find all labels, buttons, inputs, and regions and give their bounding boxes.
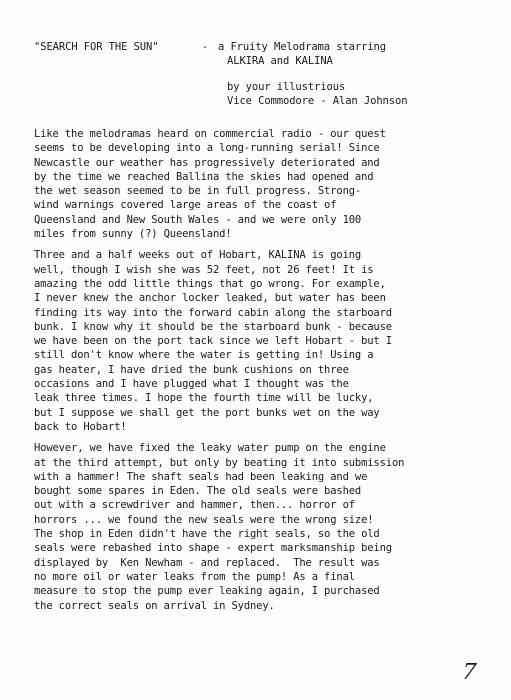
text-line: well, though I wish she was 52 feet, not 26 feet! It is <box>34 263 374 276</box>
paragraph-1 <box>34 127 494 241</box>
text-line: Three and a half weeks out of Hobart, KALINA is going <box>34 249 362 262</box>
text-line: leak three times. I hope the fourth time will be lucky, <box>34 392 374 405</box>
text-line: gas heater, I have dried the bunk cushions on three <box>34 363 349 376</box>
text-line: at the third attempt, but only by beating it into submission <box>34 456 405 469</box>
text-line: bunk. I know why it should be the starboard bunk - because <box>34 320 392 333</box>
paragraph-3 <box>34 441 494 613</box>
text-line: However, we have fixed the leaky water pump on the engine <box>34 442 386 455</box>
text-line: wind warnings covered large areas of the coast of <box>34 199 337 212</box>
byline-line1: by your illustrious <box>227 81 346 93</box>
text-line: we have been on the port tack since we left Hobart - but I <box>34 335 392 348</box>
text-line: Newcastle our weather has progressively deteriorated and <box>34 156 380 169</box>
text-line: measure to stop the pump ever leaking again, I purchased <box>34 585 380 598</box>
text-line: no more oil or water leaks from the pump! As a final <box>34 570 355 583</box>
byline-author: Vice Commodore - Alan Johnson <box>227 95 408 107</box>
text-line: still don't know where the water is getting in! Using a <box>34 349 374 362</box>
text-line: I never knew the anchor locker leaked, but water has been <box>34 292 386 305</box>
article-header <box>34 40 494 108</box>
text-line: miles from sunny (?) Queensland! <box>34 228 232 241</box>
text-line: horrors ... we found the new seals were the wrong size! <box>34 513 374 526</box>
text-line: displayed by Ken Newham - and replaced. The result was <box>34 556 380 569</box>
paragraph-2 <box>34 248 494 434</box>
text-line: the wet season seemed to be in full progress. Strong- <box>34 185 362 198</box>
text-line: seals were rebashed into shape - expert marksmanship being <box>34 542 392 555</box>
text-line: finding its way into the forward cabin along the starboard <box>34 306 392 319</box>
title-dash: - <box>201 41 209 53</box>
article-subtitle-line1: a Fruity Melodrama starring <box>218 41 386 53</box>
text-line: seems to be developing into a long-running serial! Since <box>34 142 380 155</box>
text-line: Queensland and New South Wales - and we were only 100 <box>34 213 362 226</box>
article-title: "SEARCH FOR THE SUN" <box>34 41 159 53</box>
text-line: the correct seals on arrival in Sydney. <box>34 599 275 612</box>
text-line: with a hammer! The shaft seals had been leaking and we <box>34 470 368 483</box>
article-body <box>34 127 494 620</box>
text-line: amazing the odd little things that go wrong. For example, <box>34 277 386 290</box>
article-subtitle-line2: ALKIRA and KALINA <box>227 55 333 67</box>
text-line: occasions and I have plugged what I thought was the <box>34 378 349 391</box>
text-line: bought some spares in Eden. The old seals were bashed <box>34 485 362 498</box>
page-number: 7 <box>460 660 478 685</box>
text-line: Like the melodramas heard on commercial radio - our quest <box>34 128 386 140</box>
text-line: but I suppose we shall get the port bunks wet on the way <box>34 406 380 419</box>
text-line: The shop in Eden didn't have the right seals, so the old <box>34 528 380 541</box>
text-line: back to Hobart! <box>34 420 127 433</box>
text-line: out with a screwdriver and hammer, then... horror of <box>34 499 355 512</box>
text-line: by the time we reached Ballina the skies had opened and <box>34 170 374 183</box>
